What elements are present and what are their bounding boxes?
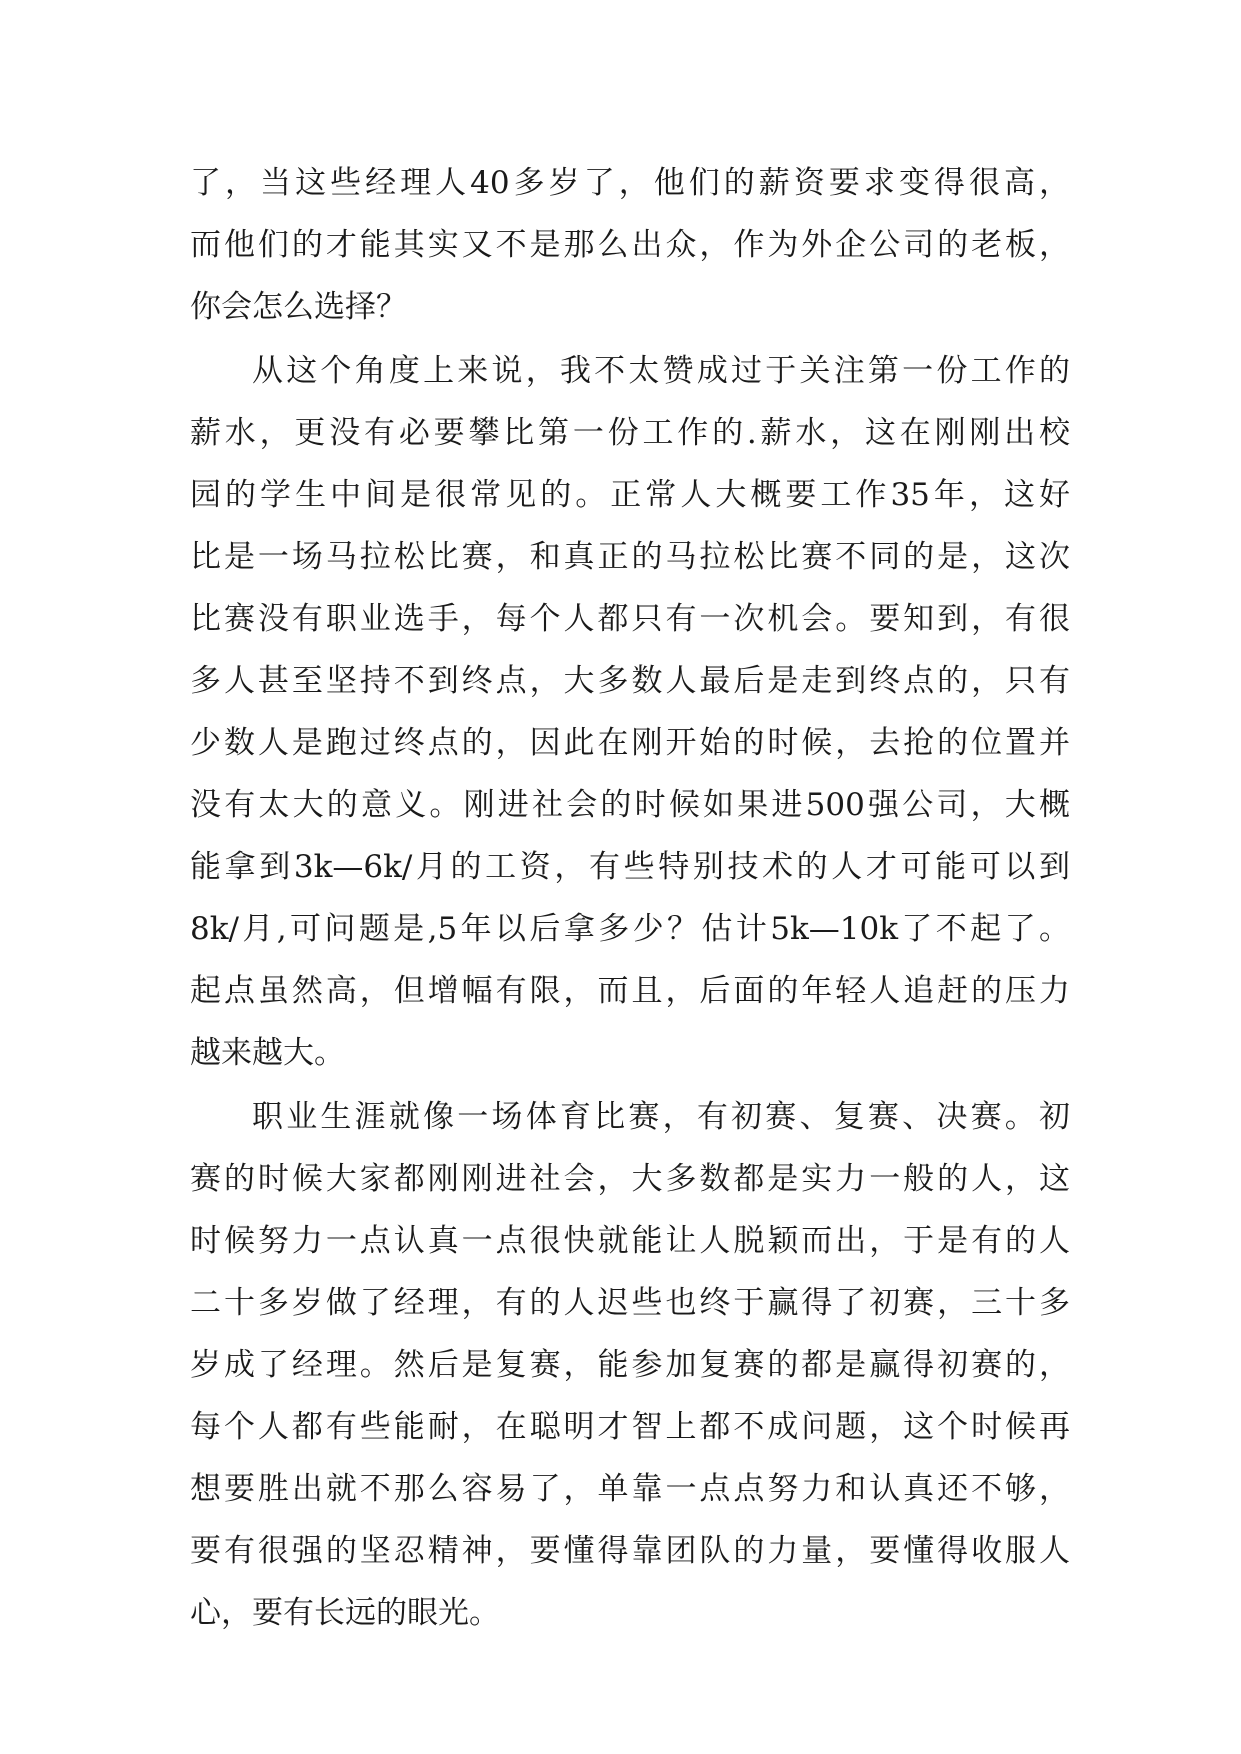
text-line: 心，要有长远的眼光。 [190, 1595, 500, 1631]
text-line: 每个人都有些能耐，在聪明才智上都不成问题，这个时候再 [190, 1409, 1070, 1445]
text-line: 越来越大。 [190, 1035, 345, 1071]
text-line: 岁成了经理。然后是复赛，能参加复赛的都是赢得初赛的， [190, 1347, 1070, 1383]
text-line: 比赛没有职业选手，每个人都只有一次机会。要知到，有很 [190, 601, 1070, 637]
text-line: 二十多岁做了经理，有的人迟些也终于赢得了初赛，三十多 [190, 1285, 1070, 1321]
text-line: 多人甚至坚持不到终点，大多数人最后是走到终点的，只有 [190, 663, 1070, 699]
text-line: 你会怎么选择？ [190, 289, 407, 325]
text-line: 没有太大的意义。刚进社会的时候如果进500强公司，大概 [190, 787, 1070, 823]
text-line: 能拿到3k—6k/月的工资，有些特别技术的人才可能可以到 [190, 849, 1070, 885]
text-line: 少数人是跑过终点的，因此在刚开始的时候，去抢的位置并 [190, 725, 1070, 761]
text-line: 从这个角度上来说，我不太赞成过于关注第一份工作的 [252, 353, 1070, 389]
text-line: 比是一场马拉松比赛，和真正的马拉松比赛不同的是，这次 [190, 539, 1070, 575]
text-line: 薪水，更没有必要攀比第一份工作的.薪水，这在刚刚出校 [190, 415, 1070, 451]
text-line: 起点虽然高，但增幅有限，而且，后面的年轻人追赶的压力 [190, 973, 1070, 1009]
text-line: 赛的时候大家都刚刚进社会，大多数都是实力一般的人，这 [190, 1161, 1070, 1197]
text-line: 时候努力一点认真一点很快就能让人脱颖而出，于是有的人 [190, 1223, 1070, 1259]
text-line: 职业生涯就像一场体育比赛，有初赛、复赛、决赛。初 [252, 1099, 1070, 1135]
text-line: 园的学生中间是很常见的。正常人大概要工作35年，这好 [190, 477, 1070, 513]
text-line: 而他们的才能其实又不是那么出众，作为外企公司的老板， [190, 227, 1070, 263]
text-line: 想要胜出就不那么容易了，单靠一点点努力和认真还不够， [190, 1471, 1070, 1507]
text-line: 8k/月,可问题是,5年以后拿多少？估计5k—10k了不起了。 [190, 911, 1070, 947]
text-line: 了，当这些经理人40多岁了，他们的薪资要求变得很高， [190, 165, 1070, 201]
text-line: 要有很强的坚忍精神，要懂得靠团队的力量，要懂得收服人 [190, 1533, 1070, 1569]
